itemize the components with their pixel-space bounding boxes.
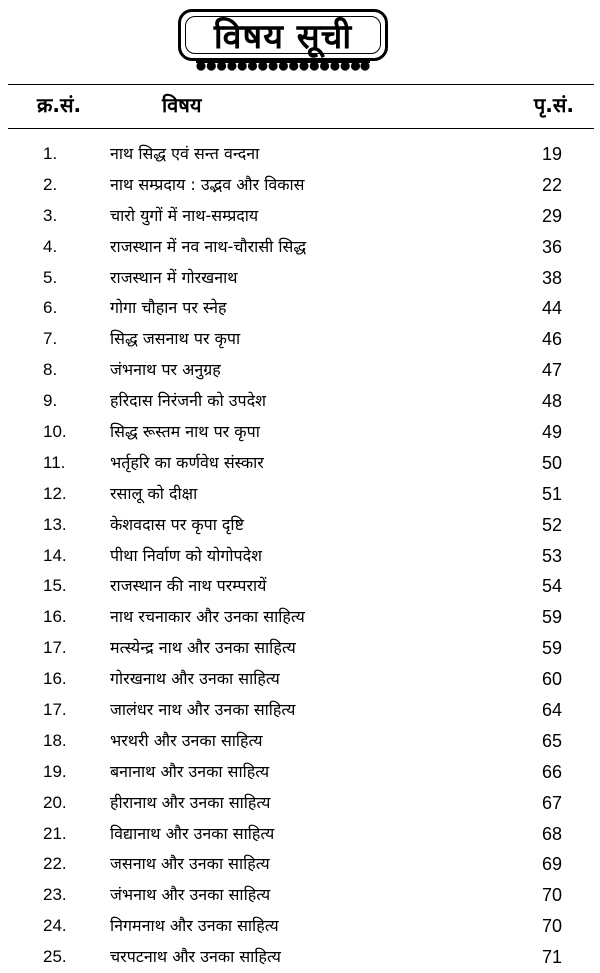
- entry-serial: 14.: [43, 545, 67, 565]
- entry-page: 69: [541, 854, 562, 875]
- entry-page: 65: [541, 730, 562, 751]
- entry-serial: 17.: [43, 638, 67, 658]
- title-banner: [0, 0, 600, 80]
- entry-serial: 10.: [43, 422, 67, 442]
- entry-serial: 11.: [43, 452, 66, 472]
- list-item: [0, 880, 600, 911]
- scallop-ornament: [196, 61, 370, 73]
- list-item: [0, 911, 600, 942]
- entry-page: 50: [541, 452, 562, 473]
- entry-subject: हरिदास निरंजनी को उपदेश: [110, 391, 267, 411]
- entry-serial: 7.: [43, 329, 58, 349]
- entry-page: 22: [541, 174, 562, 195]
- entry-page: 59: [541, 638, 562, 659]
- entry-serial: 4.: [43, 236, 58, 256]
- entry-page: 53: [541, 545, 562, 566]
- entry-page: 46: [541, 329, 562, 350]
- list-item: [0, 263, 600, 294]
- entry-page: 48: [541, 391, 562, 412]
- list-item: [0, 757, 600, 788]
- entry-subject: राजस्थान में गोरखनाथ: [110, 267, 238, 287]
- entry-subject: जंभनाथ पर अनुग्रह: [110, 360, 221, 380]
- entry-subject: सिद्ध जसनाथ पर कृपा: [110, 329, 241, 349]
- list-item: [0, 788, 600, 819]
- entry-subject: चरपटनाथ और उनका साहित्य: [110, 947, 281, 967]
- header-serial-label: क्र.सं.: [37, 93, 82, 117]
- list-item: [0, 293, 600, 324]
- list-item: [0, 386, 600, 417]
- list-item: [0, 355, 600, 386]
- list-item: [0, 448, 600, 479]
- entry-page: 60: [541, 669, 562, 690]
- list-item: [0, 695, 600, 726]
- entry-subject: सिद्ध रूस्तम नाथ पर कृपा: [110, 422, 260, 442]
- list-item: [0, 819, 600, 850]
- list-item: [0, 170, 600, 201]
- entry-subject: विद्यानाथ और उनका साहित्य: [110, 823, 275, 843]
- list-item: [0, 139, 600, 170]
- entry-subject: जसनाथ और उनका साहित्य: [110, 854, 270, 874]
- entry-page: 70: [541, 916, 562, 937]
- entry-subject: जंभनाथ और उनका साहित्य: [110, 885, 271, 905]
- entry-subject: नाथ रचनाकार और उनका साहित्य: [110, 607, 305, 627]
- header-top-rule: [8, 84, 594, 85]
- entry-serial: 2.: [43, 174, 58, 194]
- entry-serial: 13.: [43, 514, 67, 534]
- entry-subject: चारो युगों में नाथ-सम्प्रदाय: [110, 205, 259, 225]
- list-item: [0, 633, 600, 664]
- entry-page: 67: [541, 792, 562, 813]
- list-item: [0, 942, 600, 973]
- entry-serial: 19.: [43, 761, 67, 781]
- entry-serial: 24.: [43, 916, 67, 936]
- entry-subject: राजस्थान की नाथ परम्परायें: [110, 576, 267, 596]
- entry-serial: 23.: [43, 885, 67, 905]
- entry-page: 19: [541, 144, 562, 164]
- entry-subject: भर्तृहरि का कर्णवेध संस्कार: [110, 452, 264, 472]
- list-item: [0, 849, 600, 880]
- entry-serial: 3.: [43, 205, 58, 225]
- list-item: [0, 417, 600, 448]
- entry-subject: रसालू को दीक्षा: [110, 483, 198, 503]
- entry-subject: नाथ सिद्ध एवं सन्त वन्दना: [110, 144, 260, 163]
- entry-serial: 18.: [43, 730, 67, 750]
- entry-page: 51: [541, 483, 562, 504]
- entry-subject: गोगा चौहान पर स्नेह: [110, 298, 227, 318]
- list-item: [0, 510, 600, 541]
- entry-serial: 12.: [43, 483, 67, 503]
- entry-page: 71: [541, 947, 562, 968]
- entry-serial: 21.: [43, 823, 67, 843]
- header-bottom-rule: [8, 128, 594, 129]
- entry-subject: भरथरी और उनका साहित्य: [110, 730, 263, 750]
- entry-serial: 16.: [43, 669, 67, 689]
- entry-page: 70: [541, 885, 562, 906]
- header-subject-label: विषय: [162, 93, 202, 117]
- entry-subject: केशवदास पर कृपा दृष्टि: [110, 514, 244, 534]
- entry-page: 29: [541, 205, 562, 226]
- entry-page: 68: [541, 823, 562, 844]
- entry-page: 44: [541, 298, 562, 319]
- entry-serial: 17.: [43, 700, 67, 720]
- entry-subject: नाथ सम्प्रदाय : उद्भव और विकास: [110, 174, 305, 194]
- contents-list: [0, 139, 600, 973]
- entry-serial: 5.: [43, 267, 58, 287]
- entry-page: 59: [541, 607, 562, 628]
- list-item: [0, 232, 600, 263]
- entry-serial: 20.: [43, 792, 67, 812]
- header-page-label: पृ.सं.: [533, 93, 574, 117]
- entry-subject: हीरानाथ और उनका साहित्य: [110, 792, 271, 812]
- entry-page: 66: [541, 761, 562, 782]
- entry-page: 54: [541, 576, 562, 597]
- entry-page: 64: [541, 700, 562, 721]
- list-item: [0, 479, 600, 510]
- list-item: [0, 602, 600, 633]
- entry-page: 49: [541, 422, 562, 443]
- entry-subject: राजस्थान में नव नाथ-चौरासी सिद्ध: [110, 236, 307, 256]
- list-item: [0, 726, 600, 757]
- entry-serial: 15.: [43, 576, 67, 596]
- entry-page: 47: [541, 360, 562, 381]
- entry-subject: जालंधर नाथ और उनका साहित्य: [110, 700, 296, 720]
- entry-subject: पीथा निर्वाण को योगोपदेश: [110, 545, 262, 565]
- entry-subject: गोरखनाथ और उनका साहित्य: [110, 669, 280, 689]
- entry-serial: 6.: [43, 298, 58, 318]
- entry-serial: 22.: [43, 854, 67, 874]
- entry-page: 38: [541, 267, 562, 288]
- page-title: विषय सूची: [178, 9, 388, 61]
- entry-serial: 25.: [43, 947, 67, 967]
- entry-subject: निगमनाथ और उनका साहित्य: [110, 916, 279, 936]
- list-item: [0, 324, 600, 355]
- entry-serial: 9.: [43, 391, 58, 411]
- entry-serial: 16.: [43, 607, 67, 627]
- list-item: [0, 541, 600, 572]
- entry-subject: मत्स्येन्द्र नाथ और उनका साहित्य: [110, 638, 296, 658]
- entry-subject: बनानाथ और उनका साहित्य: [110, 761, 270, 781]
- entry-page: 52: [541, 514, 562, 535]
- list-item: [0, 201, 600, 232]
- list-item: [0, 571, 600, 602]
- entry-serial: 8.: [43, 360, 58, 380]
- entry-serial: 1.: [43, 144, 58, 163]
- list-item: [0, 664, 600, 695]
- entry-page: 36: [541, 236, 562, 257]
